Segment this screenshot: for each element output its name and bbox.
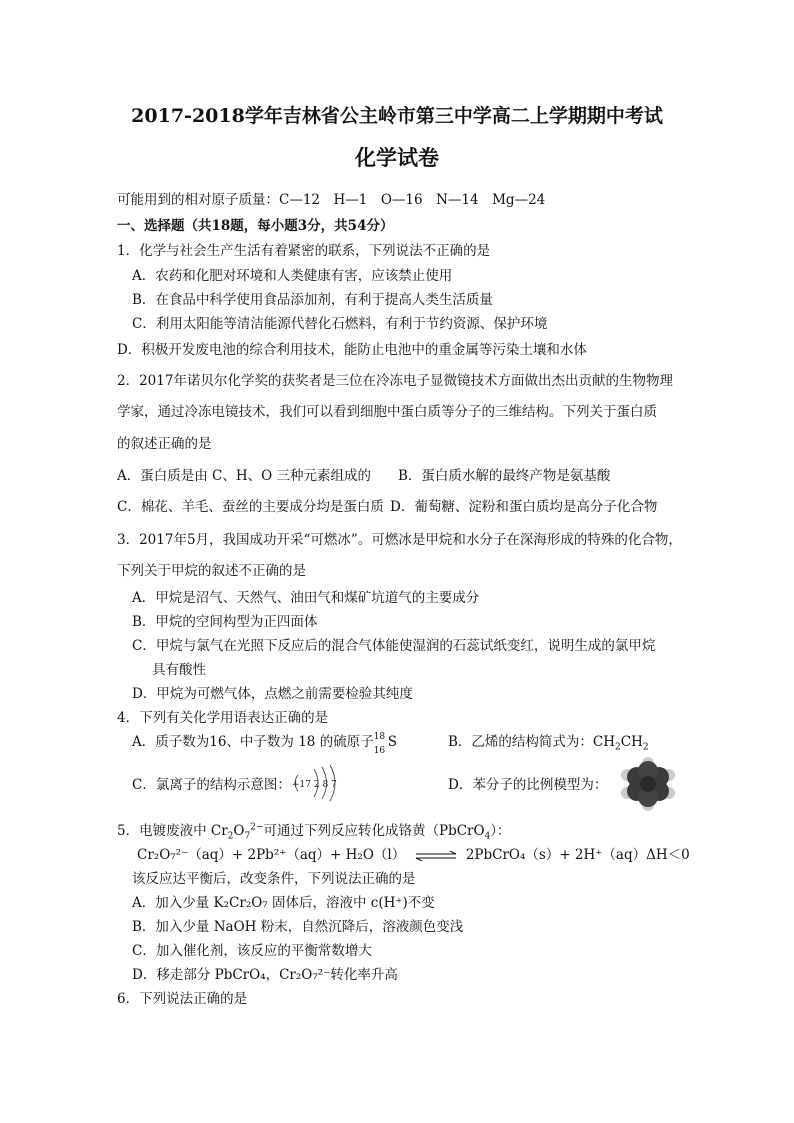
subscript: 2: [227, 831, 234, 842]
exam-subtitle: 化学试卷: [355, 145, 439, 170]
equation-right: 2PbCrO₄（s）+ 2H⁺（aq）ΔH＜0: [465, 847, 690, 863]
q4-option-d: D．苯分子的比例模型为：: [448, 777, 608, 793]
subscript: 7: [244, 831, 251, 842]
equation-left: Cr₂O₇²⁻（aq）+ 2Pb²⁺（aq）+ H₂O（l）: [137, 847, 406, 863]
q5-stem: [117, 822, 511, 840]
q2-option-d: D．葡萄糖、淀粉和蛋白质均是高分子化合物: [390, 499, 658, 515]
atomic-number: 16: [373, 745, 386, 756]
equilibrium-arrow-icon: [414, 851, 458, 861]
exam-title: 2017-2018学年吉林省公主岭市第三中学高二上学期期中考试: [131, 105, 663, 127]
q1-stem: 1．化学与社会生产生活有着紧密的联系，下列说法不正确的是: [117, 243, 491, 259]
q2-stem-line3: 的叙述正确的是: [117, 436, 212, 452]
q2-stem-line1: 2．2017年诺贝尔化学奖的获奖者是三位在冷冻电子显微镜技术方面做出杰出贡献的生物物理: [117, 373, 673, 389]
q4-option-a: [132, 731, 397, 756]
subscript: 2: [615, 742, 621, 753]
superscript: 2−: [250, 822, 264, 833]
q3-stem-line2: 下列关于甲烷的叙述不正确的是: [117, 563, 306, 579]
q1-option-b: B．在食品中科学使用食品添加剂，有利于提高人类生活质量: [132, 292, 493, 308]
q5-line3: 该反应达平衡后，改变条件，下列说法正确的是: [132, 871, 416, 887]
q5-option-b: B．加入少量 NaOH 粉末，自然沉降后，溶液颜色变浅: [132, 919, 464, 935]
subscript: 2: [642, 742, 649, 753]
q3-stem-line1: 3．2017年5月，我国成功开采“可燃冰”。可燃冰是甲烷和水分子在深海形成的特殊的化合物，: [117, 532, 682, 548]
structure-diagram-label: +17 2 8 7: [292, 780, 337, 790]
q3-option-c-line2: 具有酸性: [152, 662, 206, 678]
q4-b-mid: CH: [620, 734, 643, 750]
q4-a-text: A．质子数为16、中子数为 18 的硫原子: [132, 734, 374, 750]
q5-stem-post: 可通过下列反应转化成铬黄（PbCrO: [263, 823, 485, 839]
q5-stem-end: ）：: [490, 823, 511, 839]
q5-stem-pre: 5．电镀废液中 Cr: [117, 823, 228, 839]
q2-option-a: A．蛋白质是由 C、H、O 三种元素组成的: [117, 468, 372, 484]
q5-option-c: C．加入催化剂，该反应的平衡常数增大: [132, 943, 372, 959]
chloride-ion-structure-diagram: [290, 761, 350, 805]
benzene-space-filling-model-icon: [617, 757, 679, 811]
q2-option-c: C．棉花、羊毛、蚕丝的主要成分均是蛋白质: [117, 499, 384, 515]
q6-stem: 6．下列说法正确的是: [117, 991, 248, 1007]
q2-stem-line2: 学家，通过冷冻电镜技术，我们可以看到细胞中蛋白质等分子的三维结构。下列关于蛋白质: [117, 404, 657, 420]
q2-option-b: B．蛋白质水解的最终产物是氨基酸: [398, 468, 611, 484]
q3-option-c-line1: C．甲烷与氯气在光照下反应后的混合气体能使湿润的石蕊试纸变红，说明生成的氯甲烷: [132, 638, 656, 654]
q3-option-a: A．甲烷是沼气、天然气、油田气和煤矿坑道气的主要成分: [132, 590, 480, 606]
atomic-masses: 可能用到的相对原子质量：C—12 H—1 O—16 N—14 Mg—24: [117, 192, 546, 208]
q5-option-a: A．加入少量 K₂Cr₂O₇ 固体后，溶液中 c(H⁺)不变: [132, 895, 435, 911]
subscript: 4: [484, 831, 491, 842]
q4-b-text: B．乙烯的结构简式为：CH: [448, 734, 616, 750]
q5-equation: [137, 846, 690, 864]
q4-option-b: [448, 733, 649, 751]
q4-option-c: C．氯离子的结构示意图：: [132, 777, 291, 793]
q4-stem: 4．下列有关化学用语表达正确的是: [117, 710, 329, 726]
section-heading: 一、选择题（共18题，每小题3分，共54分）: [117, 218, 394, 234]
q5-stem-o: O: [233, 823, 245, 839]
q1-option-d: D．积极开发废电池的综合利用技术，能防止电池中的重金属等污染土壤和水体: [117, 342, 587, 358]
mass-number: 18: [373, 731, 386, 742]
nuclide-notation: [373, 731, 388, 756]
element-symbol: S: [387, 734, 397, 750]
q5-option-d: D．移走部分 PbCrO₄，Cr₂O₇²⁻转化率升高: [132, 967, 398, 983]
q1-option-a: A．农药和化肥对环境和人类健康有害，应该禁止使用: [132, 268, 453, 284]
q3-option-b: B．甲烷的空间构型为正四面体: [132, 614, 318, 630]
q3-option-d: D．甲烷为可燃气体，点燃之前需要检验其纯度: [132, 686, 413, 702]
q1-option-c: C．利用太阳能等清洁能源代替化石燃料，有利于节约资源、保护环境: [132, 316, 548, 332]
